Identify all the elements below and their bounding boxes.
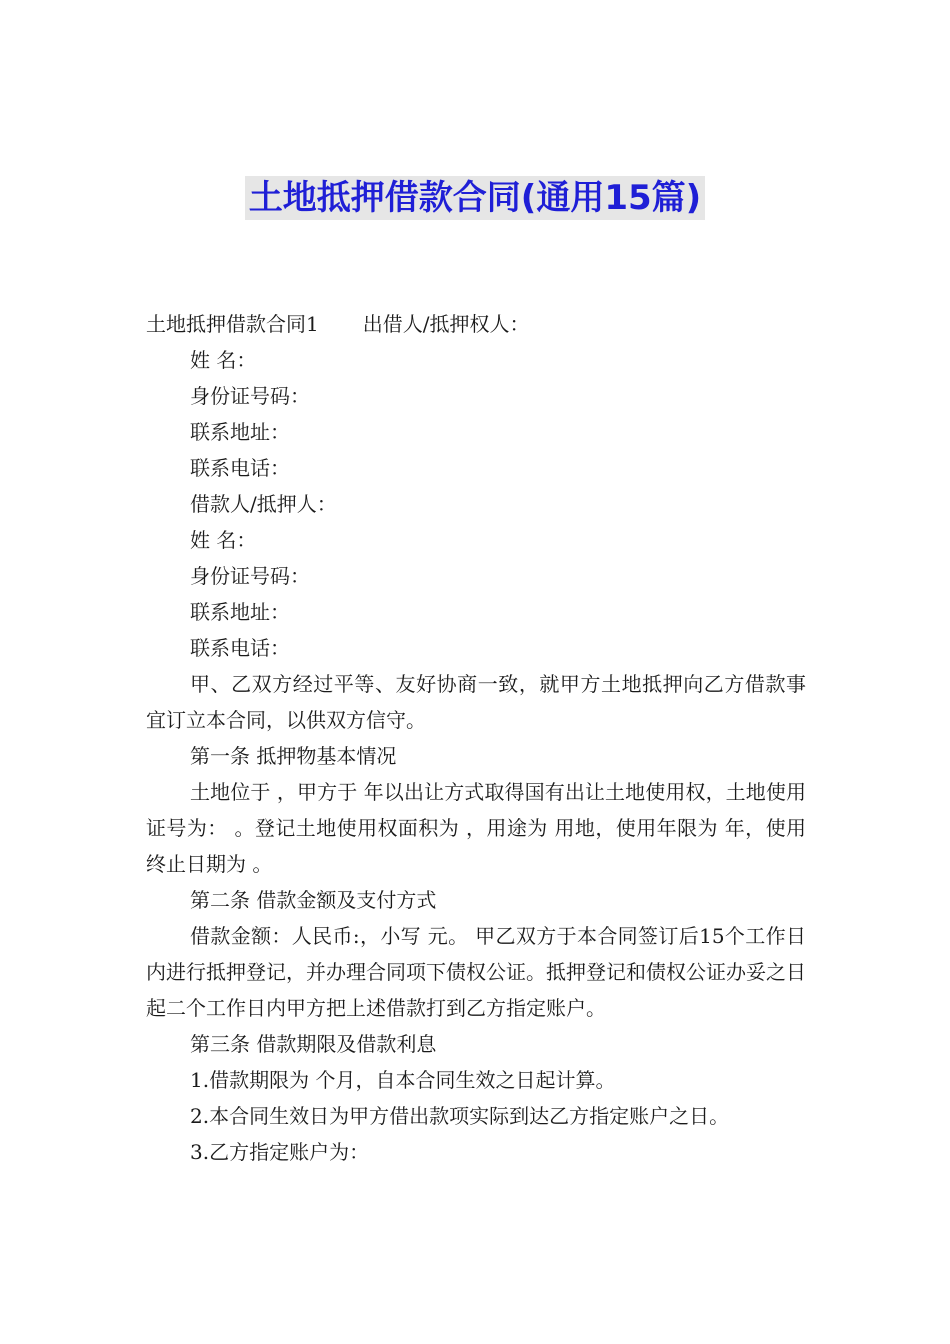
article2-paragraph: 借款金额：人民币:，小写 元。 甲乙双方于本合同签订后15个工作日内进行抵押登记，并办理合同项下债权公证。抵押登记和债权公证办妥之日起二个工作日内甲方把上述借款打到乙方指定账户。 (146, 924, 806, 1020)
lender-phone-field: 联系电话： (190, 456, 290, 480)
title-container (0, 176, 950, 220)
borrower-heading: 借款人/抵押人： (190, 492, 337, 516)
document-title: 土地抵押借款合同(通用15篇) (245, 176, 705, 220)
article3-item: 2.本合同生效日为甲方借出款项实际到达乙方指定账户之日。 (190, 1104, 730, 1128)
borrower-phone-field: 联系电话： (190, 636, 290, 660)
article3-item: 3.乙方指定账户为： (190, 1140, 370, 1164)
contract-heading: 土地抵押借款合同1 (146, 312, 319, 336)
borrower-id-field: 身份证号码： (190, 564, 310, 588)
contract-intro-line (146, 306, 806, 342)
article3-heading: 第三条 借款期限及借款利息 (190, 1032, 437, 1056)
lender-name-field: 姓 名： (190, 348, 257, 372)
preamble-paragraph: 甲、乙双方经过平等、友好协商一致，就甲方土地抵押向乙方借款事宜订立本合同，以供双方信守。 (146, 672, 806, 732)
borrower-name-field: 姓 名： (190, 528, 257, 552)
article2-heading: 第二条 借款金额及支付方式 (190, 888, 437, 912)
borrower-address-field: 联系地址： (190, 600, 290, 624)
lender-heading: 出借人/抵押权人： (362, 312, 530, 336)
document-body (146, 306, 806, 1170)
lender-id-field: 身份证号码： (190, 384, 310, 408)
lender-address-field: 联系地址： (190, 420, 290, 444)
article3-item: 1.借款期限为 个月，自本合同生效之日起计算。 (190, 1068, 616, 1092)
article1-heading: 第一条 抵押物基本情况 (190, 744, 397, 768)
article1-paragraph: 土地位于 ，甲方于 年以出让方式取得国有出让土地使用权，土地使用证号为： 。登记土地使用权面积为 ，用途为 用地，使用年限为 年，使用终止日期为 。 (146, 780, 806, 876)
